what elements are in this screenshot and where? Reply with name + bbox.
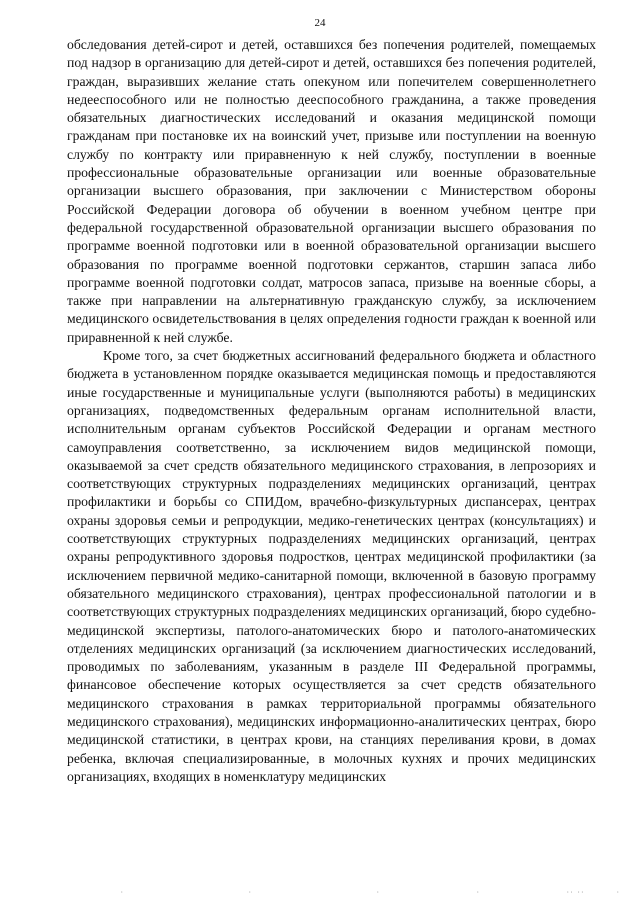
page-number: 24 bbox=[314, 17, 326, 29]
scan-artifact-mark: · bbox=[248, 889, 252, 896]
scan-footer-marks bbox=[0, 889, 640, 897]
paragraph-1: обследования детей-сирот и детей, оставшихся без попечения родителей, помещаемых под надзор в организацию для детей-сирот и детей, оставшихся без попечения родителей, граждан, выразивших желание стать опекуном или попечителем совершеннолетнего недееспособного или не полностью дееспособного гражданина, а также проведения обязательных диагностических исследований и оказания медицинской помощи гражданам при постановке их на воинский учет, призыве или поступлении на военную службу по контракту или приравненную к ней службу, поступлении в военные профессиональные образовательные организации или военные образовательные организации высшего образования, при заключении с Министерством обороны Российской Федерации договора об обучении в военном учебном центре при федеральной государственной образовательной организации высшего образования по программе военной подготовки или в военной образовательной организации высшего образования по программе военной подготовки сержантов, старшин запаса либо программе военной подготовки солдат, матросов запаса, призыве на военные сборы, а также при направлении на альтернативную гражданскую службу, за исключением медицинского освидетельствования в целях определения годности граждан к военной или приравненной к ней службе. bbox=[67, 37, 596, 345]
scan-artifact-mark: · bbox=[616, 889, 620, 896]
scan-artifact-mark: · bbox=[120, 889, 124, 896]
scan-artifact-mark: ·· ·· bbox=[566, 889, 585, 896]
scan-artifact-mark: · bbox=[476, 889, 480, 896]
paragraph-2: Кроме того, за счет бюджетных ассигнований федерального бюджета и областного бюджета в установленном порядке оказывается медицинская помощь и предоставляются иные государственные и муниципальные услуги (выполняются работы) в медицинских организациях, подведомственных федеральным органам исполнительной власти, исполнительным органам субъектов Российской Федерации и органам местного самоуправления соответственно, за исключением видов медицинской помощи, оказываемой за счет средств обязательного медицинского страхования, в лепрозориях и соответствующих структурных подразделениях медицинских организаций, центрах профилактики и борьбы со СПИДом, врачебно-физкультурных диспансерах, центрах охраны здоровья семьи и репродукции, медико-генетических центрах (консультациях) и соответствующих структурных подразделениях медицинских организаций, центрах охраны репродуктивного здоровья подростков, центрах медицинской профилактики (за исключением первичной медико-санитарной помощи, включенной в базовую программу обязательного медицинского страхования), центрах профессиональной патологии и в соответствующих структурных подразделениях медицинских организаций, бюро судебно-медицинской экспертизы, патолого-анатомических бюро и патолого-анатомических отделениях медицинских организаций (за исключением диагностических исследований, проводимых по заболеваниям, указанным в разделе III Федеральной программы, финансовое обеспечение которых осуществляется за счет средств обязательного медицинского страхования в рамках территориальной программы обязательного медицинского страхования), медицинских информационно-аналитических центрах, бюро медицинской статистики, в центрах крови, на станциях переливания крови, в домах ребенка, включая специализированные, в молочных кухнях и прочих медицинских организациях, входящих в номенклатуру медицинских bbox=[67, 348, 596, 784]
scan-artifact-mark: · bbox=[376, 889, 380, 896]
document-body bbox=[67, 36, 596, 786]
